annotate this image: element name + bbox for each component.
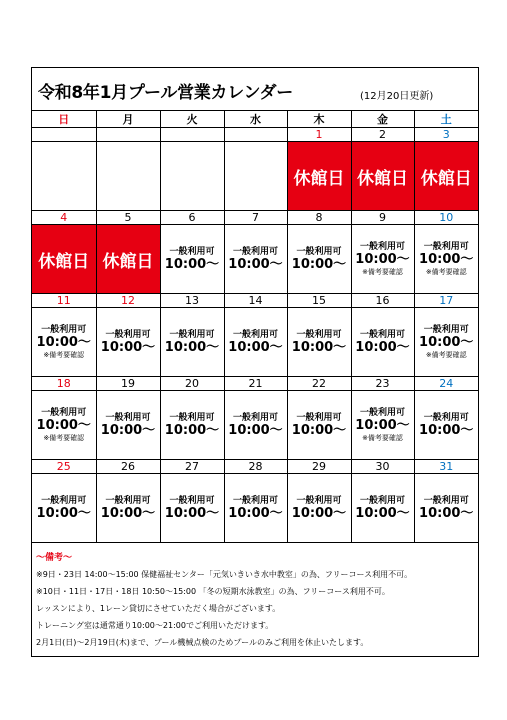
updated-date: (12月20日更新) [360,91,434,102]
day-cell [414,308,478,377]
day-cell [351,474,414,543]
available-label: 一般利用可 [423,324,469,335]
day-number: 5 [96,211,160,225]
available-label: 一般利用可 [296,329,342,340]
open-time: 10:00〜 [228,505,283,521]
day-number: 19 [96,377,160,391]
day-cell [224,308,287,377]
day-cell [160,225,224,294]
available-label: 一般利用可 [169,246,215,257]
note-flag: ※備考要確認 [425,267,467,276]
open-time: 10:00〜 [164,505,220,521]
note-flag: ※備考要確認 [43,350,85,359]
available-label: 一般利用可 [169,412,215,423]
day-number: 18 [32,377,96,391]
available-label: 一般利用可 [232,246,278,257]
day-number [224,128,287,142]
day-number: 23 [351,377,414,391]
day-number: 4 [32,211,96,225]
day-number: 15 [287,294,351,308]
day-cell [160,391,224,460]
title-row [32,68,478,111]
day-cell [287,142,351,211]
day-number: 13 [160,294,224,308]
note-flag: ※備考要確認 [362,267,403,276]
open-time: 10:00〜 [164,256,220,272]
calendar-table [32,111,478,543]
day-number: 7 [224,211,287,225]
weekday-header: 木 [287,111,351,128]
day-number: 6 [160,211,224,225]
day-cell [287,308,351,377]
open-time: 10:00〜 [355,251,410,267]
day-cell [96,474,160,543]
closed-label: 休館日 [293,168,345,189]
available-label: 一般利用可 [359,329,405,340]
available-label: 一般利用可 [359,407,405,418]
note-line: ※10日・11日・17日・18日 10:50〜15:00 「冬の短期水泳教室」の為、フリーコース利用不可。 [36,587,390,596]
day-number: 16 [351,294,414,308]
available-label: 一般利用可 [296,246,342,257]
day-cell [414,391,478,460]
open-time: 10:00〜 [36,417,91,433]
day-number: 26 [96,460,160,474]
open-time: 10:00〜 [36,505,91,521]
open-time: 10:00〜 [291,505,347,521]
day-cell [414,225,478,294]
day-cell [160,308,224,377]
day-cell [224,142,287,211]
open-time: 10:00〜 [228,256,283,272]
open-time: 10:00〜 [164,422,220,438]
day-cell [224,391,287,460]
day-number-row [32,460,478,474]
open-time: 10:00〜 [291,422,347,438]
day-cell [224,474,287,543]
day-cell [96,391,160,460]
day-number: 8 [287,211,351,225]
weekday-header: 日 [32,111,96,128]
open-time: 10:00〜 [419,505,474,521]
day-cell [96,225,160,294]
open-time: 10:00〜 [419,251,474,267]
open-time: 10:00〜 [100,422,156,438]
available-label: 一般利用可 [232,329,278,340]
day-status-row [32,142,478,211]
day-cell [32,474,96,543]
day-number: 10 [414,211,478,225]
open-time: 10:00〜 [355,339,410,355]
available-label: 一般利用可 [41,324,87,335]
open-time: 10:00〜 [164,339,220,355]
open-time: 10:00〜 [291,256,347,272]
open-time: 10:00〜 [419,334,474,350]
weekday-header: 水 [224,111,287,128]
day-cell [414,474,478,543]
open-time: 10:00〜 [228,339,283,355]
day-number-row [32,211,478,225]
day-number-row [32,294,478,308]
available-label: 一般利用可 [105,412,151,423]
note-line: 2月1日(日)〜2月19日(木)まで、プール機械点検のためプールのみご利用を休止いたします。 [36,638,369,647]
weekday-header: 火 [160,111,224,128]
available-label: 一般利用可 [359,241,405,252]
day-cell [160,142,224,211]
weekday-header: 土 [414,111,478,128]
note-flag: ※備考要確認 [425,350,467,359]
day-number: 12 [96,294,160,308]
open-time: 10:00〜 [355,505,410,521]
day-cell [32,308,96,377]
day-cell [32,142,96,211]
day-number: 9 [351,211,414,225]
day-number: 31 [414,460,478,474]
day-number: 2 [351,128,414,142]
note-line: トレーニング室は通常通り10:00〜21:00でご利用いただけます。 [36,621,274,630]
day-cell [351,308,414,377]
day-cell [287,391,351,460]
available-label: 一般利用可 [423,495,469,506]
day-number-row [32,377,478,391]
day-cell [351,225,414,294]
note-flag: ※備考要確認 [43,433,85,442]
weekday-header: 月 [96,111,160,128]
day-number: 1 [287,128,351,142]
available-label: 一般利用可 [169,329,215,340]
open-time: 10:00〜 [419,422,474,438]
closed-label: 休館日 [38,251,90,272]
day-cell [351,391,414,460]
open-time: 10:00〜 [291,339,347,355]
day-number [96,128,160,142]
available-label: 一般利用可 [105,329,151,340]
day-cell [287,225,351,294]
day-number: 11 [32,294,96,308]
day-cell [287,474,351,543]
day-number: 27 [160,460,224,474]
available-label: 一般利用可 [296,495,342,506]
available-label: 一般利用可 [232,495,278,506]
open-time: 10:00〜 [100,505,156,521]
day-number: 22 [287,377,351,391]
day-number: 17 [414,294,478,308]
day-number [160,128,224,142]
weekday-header: 金 [351,111,414,128]
open-time: 10:00〜 [36,334,91,350]
available-label: 一般利用可 [359,495,405,506]
notes-title: 〜備考〜 [36,553,73,563]
day-cell [351,142,414,211]
available-label: 一般利用可 [105,495,151,506]
available-label: 一般利用可 [169,495,215,506]
available-label: 一般利用可 [296,412,342,423]
note-flag: ※備考要確認 [362,433,403,442]
day-status-row [32,308,478,377]
day-number: 20 [160,377,224,391]
day-status-row [32,474,478,543]
weekday-header-row [32,111,478,128]
day-cell [32,391,96,460]
day-number: 25 [32,460,96,474]
open-time: 10:00〜 [228,422,283,438]
notes-section [36,550,476,654]
day-number: 3 [414,128,478,142]
page-title: 令和8年1月プール営業カレンダー [38,83,293,103]
closed-label: 休館日 [357,168,408,189]
available-label: 一般利用可 [41,407,87,418]
available-label: 一般利用可 [423,412,469,423]
day-cell [96,308,160,377]
day-status-row [32,225,478,294]
day-cell [32,225,96,294]
day-number: 21 [224,377,287,391]
available-label: 一般利用可 [41,495,87,506]
calendar-document [31,67,479,657]
note-line: ※9日・23日 14:00〜15:00 保健福祉センター「元気いきいき水中教室」の為、フリーコース利用不可。 [36,570,413,579]
available-label: 一般利用可 [232,412,278,423]
closed-label: 休館日 [102,251,154,272]
day-status-row [32,391,478,460]
day-number: 14 [224,294,287,308]
open-time: 10:00〜 [355,417,410,433]
day-number: 30 [351,460,414,474]
closed-label: 休館日 [420,168,472,189]
note-line: レッスンにより、1レーン貸切にさせていただく場合がございます。 [36,604,281,613]
available-label: 一般利用可 [423,241,469,252]
day-number: 28 [224,460,287,474]
day-number-row [32,128,478,142]
day-number [32,128,96,142]
day-number: 24 [414,377,478,391]
day-cell [96,142,160,211]
open-time: 10:00〜 [100,339,156,355]
day-cell [224,225,287,294]
day-cell [414,142,478,211]
day-number: 29 [287,460,351,474]
day-cell [160,474,224,543]
